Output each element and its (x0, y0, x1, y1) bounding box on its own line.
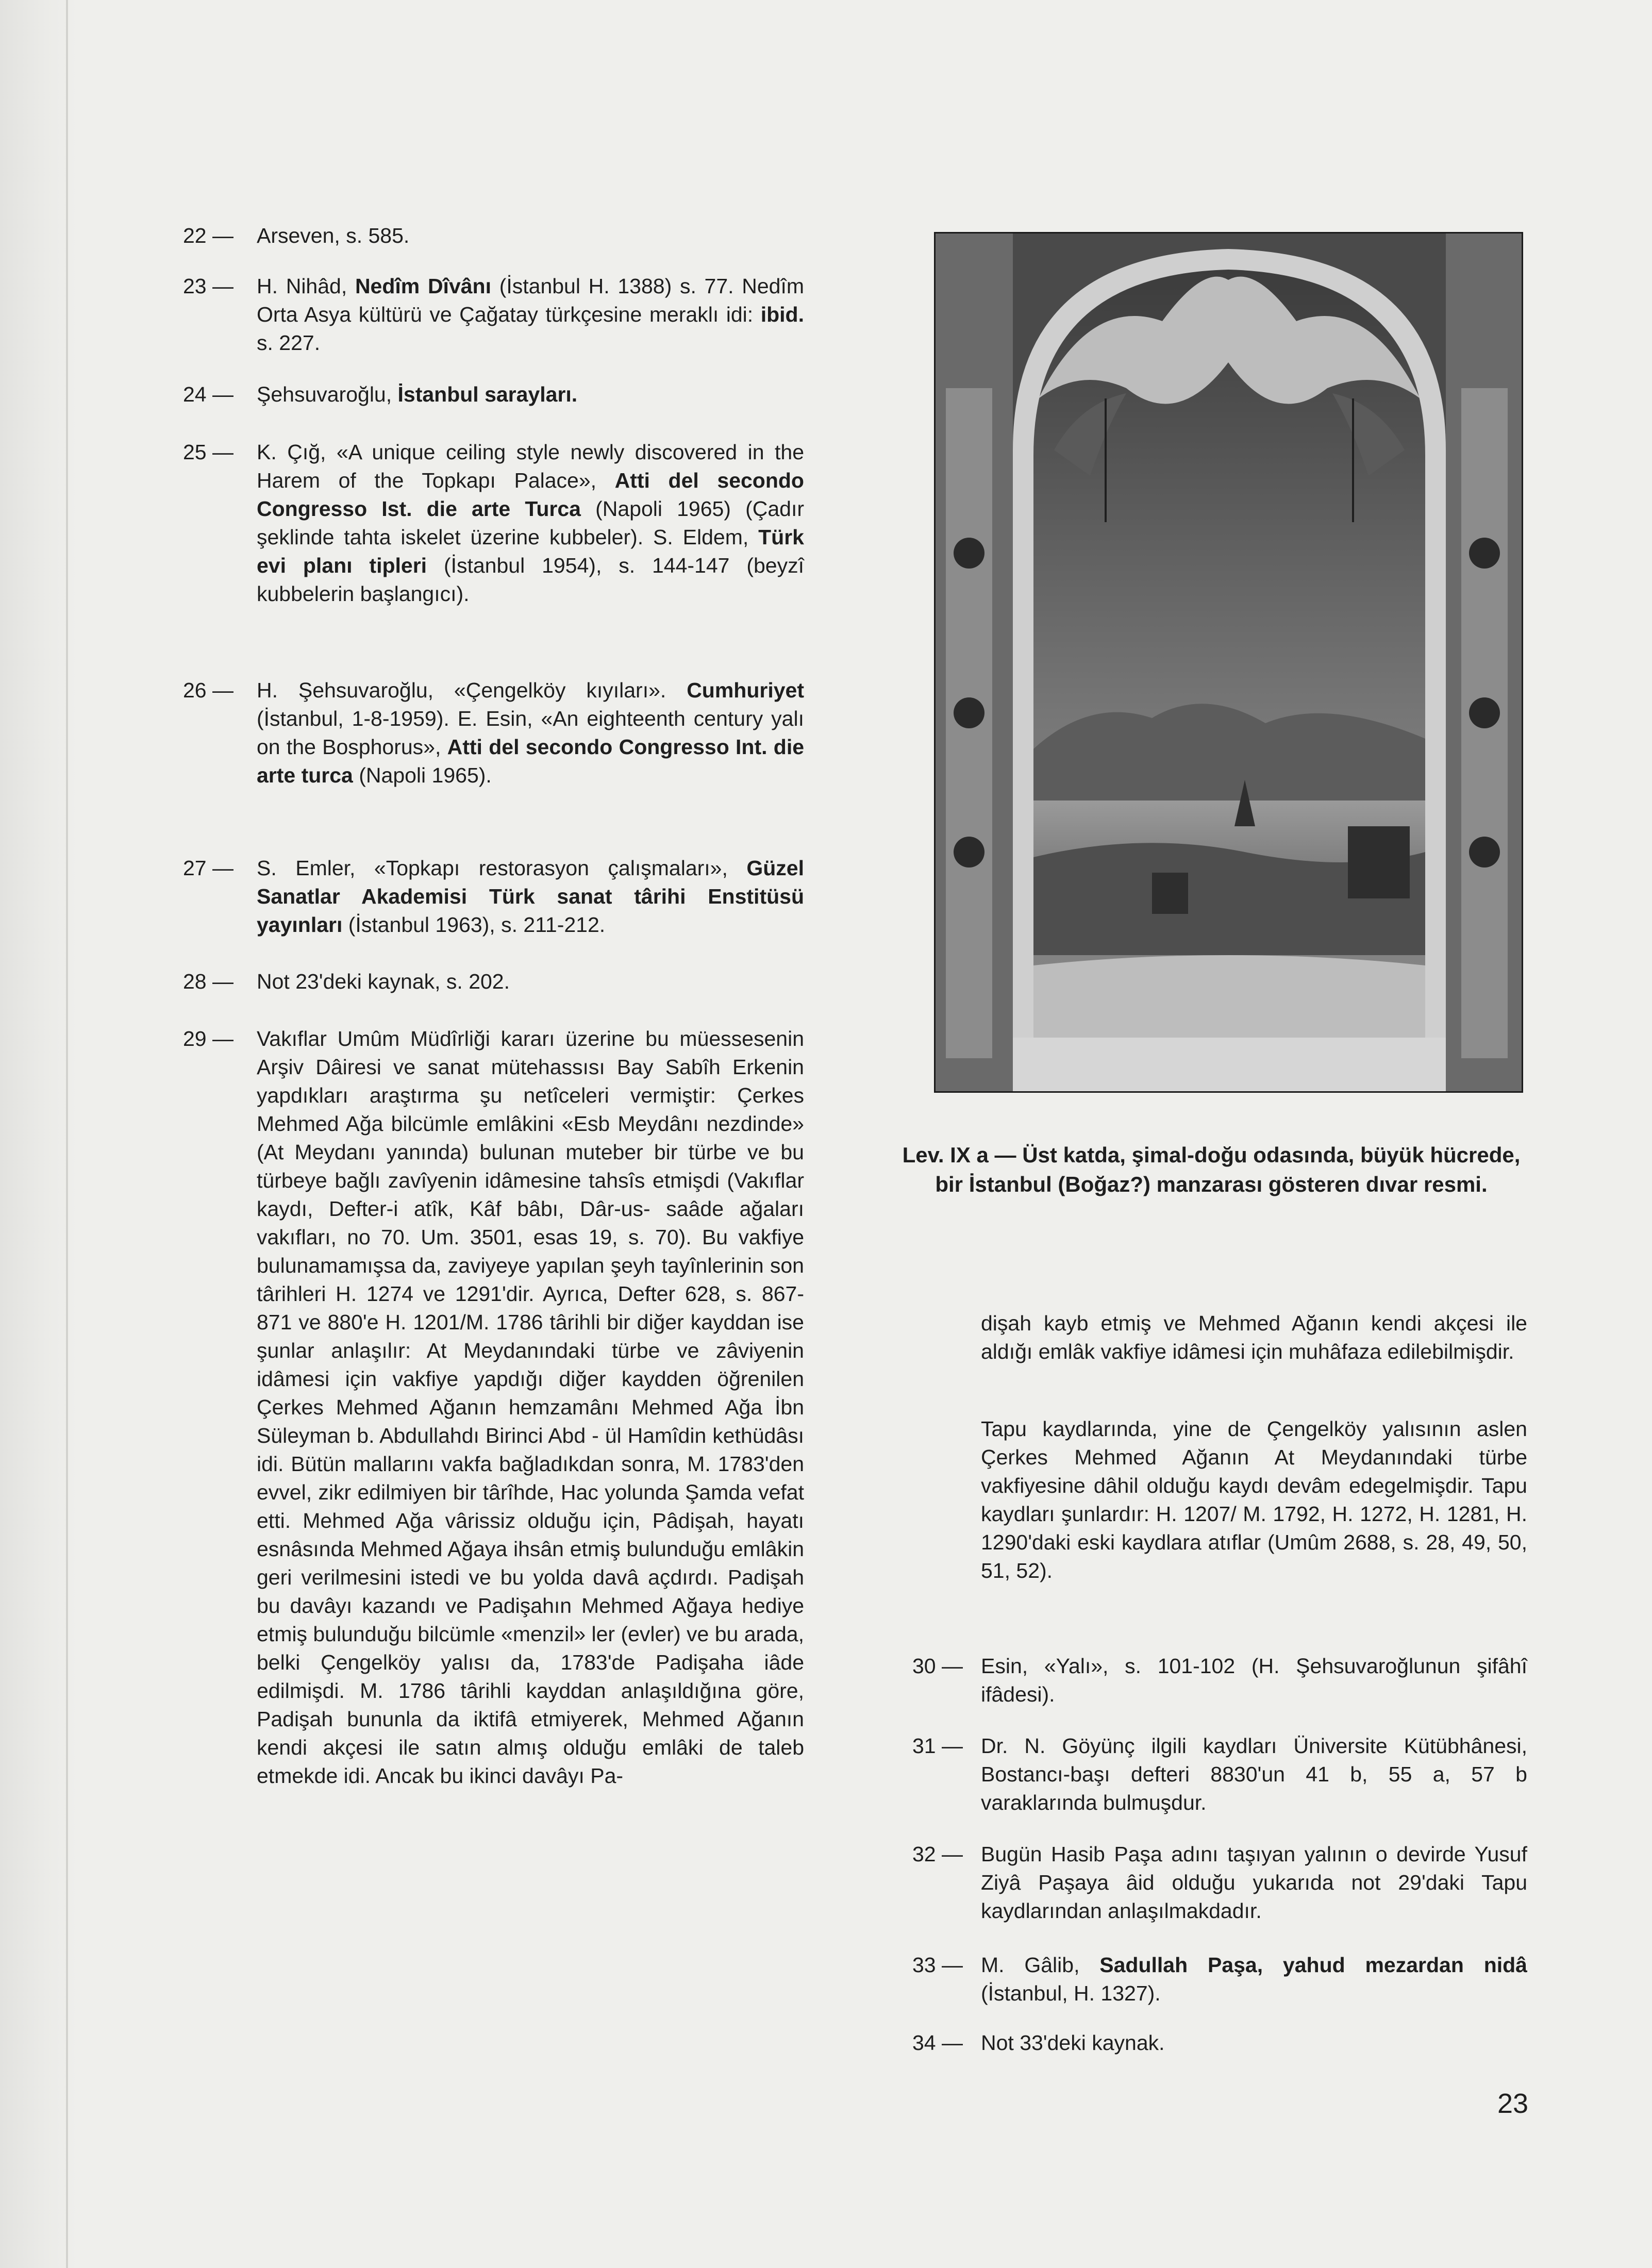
note-number: 32 — (912, 1842, 963, 1866)
note-text: H. Şehsuvaroğlu, «Çengelköy kıyıları». Cumhuriyet (İstanbul, 1-8-1959). E. Esin, «An eighteenth century yalı on the Bosphorus», Atti del secondo Congresso Int. die arte turca (Napoli 1965). (257, 678, 805, 787)
note-number: 29 — (183, 1027, 233, 1050)
note-text: Arseven, s. 585. (257, 224, 410, 247)
mural-photograph (934, 232, 1523, 1093)
note-number: 25 — (183, 440, 233, 464)
note-text: Not 33'deki kaynak. (981, 2031, 1165, 2055)
page-number: 23 (1497, 2088, 1529, 2119)
plate-caption: Lev. IX a — Üst katda, şimal-doğu odasında, büyük hücrede, bir İstanbul (Boğaz?) manzarası gösteren dıvar resmi. (902, 1143, 1521, 1196)
note-text: M. Gâlib, Sadullah Paşa, yahud mezardan nidâ (İstanbul, H. 1327). (981, 1953, 1527, 2005)
mural-illustration (936, 234, 1522, 1091)
note-number: 31 — (912, 1734, 963, 1758)
note-text: S. Emler, «Topkapı restorasyon çalışmaları», Güzel Sanatlar Akademisi Türk sanat târihi Enstitüsü yayınları (İstanbul 1963), s. 211-212. (257, 856, 804, 937)
right-paragraph: Tapu kaydlarında, yine de Çengelköy yalısının aslen Çerkes Mehmed Ağanın At Meydanındaki türbe vakfiyesine dâhil olduğu kaydı devâm edegelmişdir. Tapu kaydları şunlardır: H. 1207/ M. 1792, H. 1272, H. 1281, H. 1290'daki eski kaydlara atıflar (Umûm 2688, s. 28, 49, 50, 51, 52). (981, 1417, 1527, 1582)
note-text: Dr. N. Göyünç ilgili kaydları Üniversite Kütübhânesi, Bostancı-başı defteri 8830'un 41 b, 55 a, 57 b varaklarında bulmuşdur. (981, 1734, 1527, 1814)
note-number: 27 — (183, 856, 233, 880)
note-text: K. Çığ, «A unique ceiling style newly discovered in the Harem of the Topkapı Palace», Atti del secondo Congresso Ist. die arte Turca (Napoli 1965) (Çadır şeklinde tahta iskelet üzerine kubbeler). S. Eldem, Türk evi planı tipleri (İstanbul 1954), s. 144-147 (beyzî kubbelerin başlangıcı). (257, 440, 804, 606)
note-number: 28 — (183, 970, 233, 993)
note-number: 23 — (183, 274, 233, 298)
note-number: 24 — (183, 382, 233, 406)
note-text: Şehsuvaroğlu, İstanbul sarayları. (257, 382, 578, 406)
note-text: Vakıflar Umûm Müdîrliği kararı üzerine bu müessesenin Arşiv Dâiresi ve sanat mütehassısı Bay Sabîh Erkenin yapdıkları araştırma şu netîceleri vermiştir: Çerkes Mehmed Ağa bilcümle emlâkini «Esb Meydânı nezdinde» (At Meydanı yanında) bulunan muteber bir türbe ve bu türbeye bağlı zavîyenin idâmesine tahsîs etmişdi (Vakıflar kaydı, Defter-i atîk, Kâf bâbı, Dâr-us- saâde ağaları vakıfları, no 70. Um. 3501, esas 19, s. 70). Bu vakfiye bulunamamışsa da, zaviyeye yapılan şeyh tayînlerinin son târihleri H. 1274 ve 1291'dir. Ayrıca, Defter 628, s. 867-871 ve 880'e H. 1201/M. 1786 târihli bir diğer kayddan ise şunlar anlaşılır: At Meydanındaki türbe ve zâviyenin idâmesi için vakfiye yapdığı diğer kaydden öğrenilen Çerkes Mehmed Ağanın hemzamânı Mehmed Ağa İbn Süleyman b. Abdullahdı Birinci Abd - ül Hamîdin kethüdâsı idi. Bütün mallarını vakfa bağladıkdan sonra, M. 1783'den evvel, zikr edilmiyen bir târîhde, Hac yolunda Şamda vefat etti. Mehmed Ağa vârissiz olduğu için, Pâdişah, hayatı esnâsında Mehmed Ağaya ihsân etmiş bulunduğu emlâkin geri verilmesini istedi ve bu yolda davâ açdırdı. Padişah bu davâyı kazandı ve Padişahın Mehmed Ağaya hediye etmiş bulunduğu bilcümle «menzil» ler (evler) ve bu arada, belki Çengelköy yalısı da, 1783'de Padişaha iâde edilmişdi. M. 1786 târihli kayddan anlaşıldığına göre, Padişah bununla da iktifâ etmiyerek, Mehmed Ağanın kendi akçesi ile satın almış olduğu emlâki de taleb etmekde idi. Ancak bu ikinci davâyı Pa- (257, 1027, 804, 1788)
binding-line (66, 0, 68, 2268)
note-text: Bugün Hasib Paşa adını taşıyan yalının o devirde Yusuf Ziyâ Paşaya âid olduğu yukarıda not 29'daki Tapu kaydlarından anlaşılmakdadır. (981, 1842, 1527, 1923)
note-text: Esin, «Yalı», s. 101-102 (H. Şehsuvaroğlunun şifâhî ifâdesi). (981, 1654, 1527, 1706)
note-number: 34 — (912, 2031, 963, 2055)
note-text: H. Nihâd, Nedîm Dîvânı (İstanbul H. 1388) s. 77. Nedîm Orta Asya kültürü ve Çağatay türkçesine meraklı idi: ibid. s. 227. (257, 274, 805, 355)
right-paragraph: dişah kayb etmiş ve Mehmed Ağanın kendi akçesi ile aldığı emlâk vakfiye idâmesi için muhâfaza edilebilmişdir. (981, 1311, 1527, 1363)
note-text: Not 23'deki kaynak, s. 202. (257, 970, 510, 993)
note-number: 33 — (912, 1953, 963, 1977)
note-number: 22 — (183, 224, 233, 247)
note-number: 30 — (912, 1654, 963, 1678)
note-number: 26 — (183, 678, 233, 702)
